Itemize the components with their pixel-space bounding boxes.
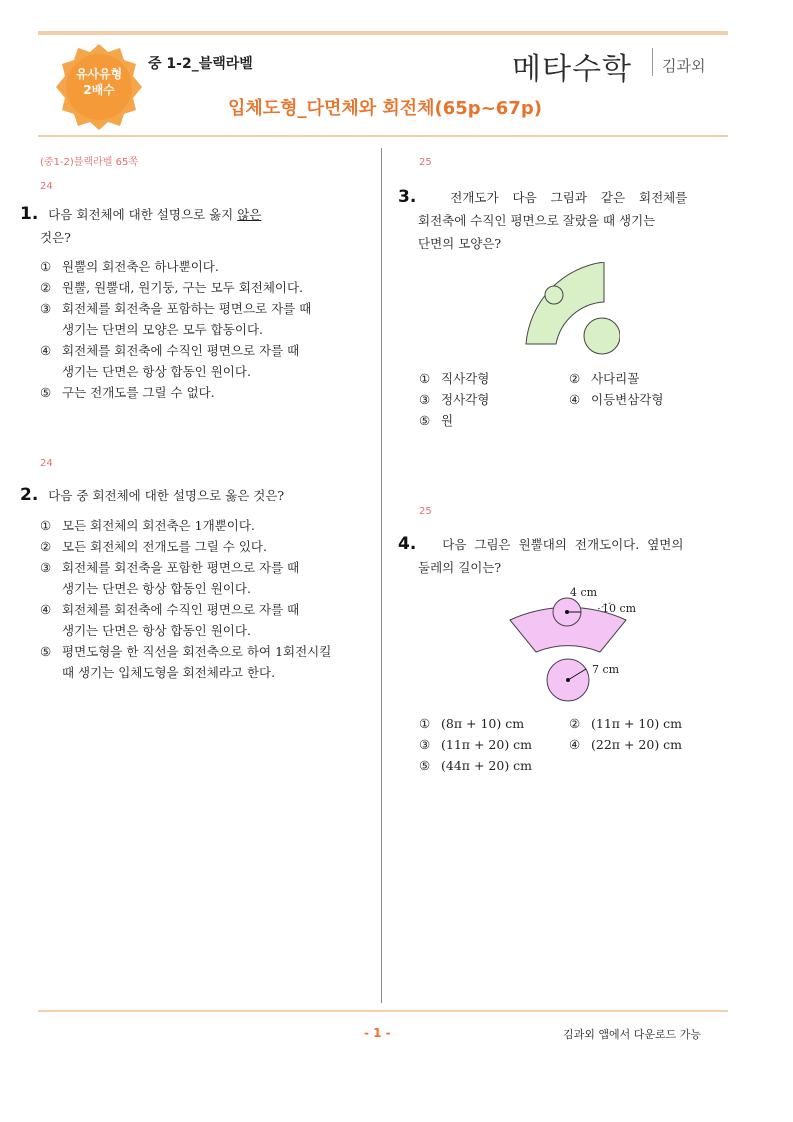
- q4-opt1-text: (8π + 10) cm: [441, 716, 525, 731]
- badge-label: [54, 66, 144, 98]
- q4-option-5[interactable]: [419, 755, 569, 776]
- q1-opt4-mark: ④: [40, 343, 52, 358]
- brand-sub-logo: 김과외: [662, 57, 706, 75]
- brand-logo: 메타수학: [512, 52, 632, 87]
- q2-opt1-mark: ①: [40, 518, 52, 533]
- q4-stem-line2: 둘레의 길이는?: [418, 560, 502, 575]
- question-1: [20, 203, 360, 249]
- q4-options: [419, 713, 719, 776]
- q4-opt2-text: (11π + 10) cm: [591, 716, 683, 731]
- q3-number: 3.: [398, 187, 417, 207]
- q1-option-1[interactable]: [40, 256, 360, 277]
- q1-options: [40, 256, 360, 403]
- q1-stem-a: 다음 회전체에 대한 설명으로 옳지: [48, 207, 238, 222]
- q1-opt1-mark: ①: [40, 259, 52, 274]
- q1-opt2-text: 원뿔, 원뿔대, 원기둥, 구는 모두 회전체이다.: [62, 280, 304, 295]
- q3-option-2[interactable]: [569, 368, 719, 389]
- q3-options: [419, 368, 719, 431]
- q4-label-slant: 10 cm: [602, 602, 637, 615]
- q2-opt2-mark: ②: [40, 539, 52, 554]
- q2-options: [40, 515, 370, 683]
- q2-opt3-cont: 생기는 단면은 항상 합동인 원이다.: [62, 581, 251, 596]
- q3-page-ref: 25: [419, 157, 432, 168]
- q3-opt5-mark: ⑤: [419, 413, 431, 428]
- q1-option-2[interactable]: [40, 277, 360, 298]
- q4-option-3[interactable]: [419, 734, 569, 755]
- column-divider: [381, 148, 382, 1003]
- q3-small-circle: [545, 286, 563, 304]
- q2-opt2-text: 모든 회전체의 전개도를 그릴 수 있다.: [62, 539, 267, 554]
- q4-opt4-mark: ④: [569, 737, 581, 752]
- source-label: (중1-2)블랙라벨 65쪽: [40, 157, 138, 168]
- q3-opt3-mark: ③: [419, 392, 431, 407]
- q2-option-2[interactable]: [40, 536, 370, 557]
- q1-number: 1.: [20, 204, 39, 224]
- q1-opt3-cont: 생기는 단면의 모양은 모두 합동이다.: [62, 322, 263, 337]
- q4-net-figure: [500, 584, 650, 706]
- q4-label-small-radius: 4 cm: [570, 586, 598, 599]
- course-label: 중 1-2_블랙라벨: [148, 56, 253, 72]
- q1-opt4-cont: 생기는 단면은 항상 합동인 원이다.: [62, 364, 251, 379]
- q3-option-1[interactable]: [419, 368, 569, 389]
- q3-stem-line2: 회전축에 수직인 평면으로 잘랐을 때 생기는: [418, 213, 656, 228]
- q2-option-3[interactable]: [40, 557, 370, 599]
- q2-opt3-text: 회전체를 회전축을 포함한 평면으로 자를 때: [62, 560, 300, 575]
- q1-opt2-mark: ②: [40, 280, 52, 295]
- question-2: [20, 484, 360, 507]
- q3-large-circle: [584, 318, 620, 354]
- q1-option-4[interactable]: [40, 340, 360, 382]
- q1-opt4-text: 회전체를 회전축에 수직인 평면으로 자를 때: [62, 343, 300, 358]
- q4-opt4-text: (22π + 20) cm: [591, 737, 683, 752]
- q4-number: 4.: [398, 534, 417, 554]
- title-rule: [38, 135, 728, 137]
- footer-note: 김과외 앱에서 다운로드 가능: [563, 1028, 702, 1041]
- q4-page-ref: 25: [419, 506, 432, 517]
- q2-opt1-text: 모든 회전체의 회전축은 1개뿐이다.: [62, 518, 255, 533]
- q4-opt1-mark: ①: [419, 716, 431, 731]
- q3-stem-line1: 전개도가 다음 그림과 같은 회전체를: [450, 190, 688, 205]
- q4-option-2[interactable]: [569, 713, 719, 734]
- q2-page-ref: 24: [40, 458, 53, 469]
- page-number: - 1 -: [364, 1026, 391, 1040]
- q3-option-4[interactable]: [569, 389, 719, 410]
- q3-opt4-mark: ④: [569, 392, 581, 407]
- q3-opt3-text: 정사각형: [441, 392, 490, 407]
- q1-option-3[interactable]: [40, 298, 360, 340]
- q3-option-5[interactable]: [419, 410, 569, 431]
- q3-option-3[interactable]: [419, 389, 569, 410]
- q2-number: 2.: [20, 485, 39, 505]
- q1-page-ref: 24: [40, 181, 53, 192]
- q3-opt1-mark: ①: [419, 371, 431, 386]
- q3-opt2-mark: ②: [569, 371, 581, 386]
- q4-option-4[interactable]: [569, 734, 719, 755]
- q1-opt3-mark: ③: [40, 301, 52, 316]
- q4-label-big-radius: 7 cm: [592, 663, 620, 676]
- q4-opt2-mark: ②: [569, 716, 581, 731]
- q1-stem-b: 것은?: [40, 230, 71, 245]
- question-4: [398, 533, 738, 579]
- q4-option-1[interactable]: [419, 713, 569, 734]
- q2-opt4-cont: 생기는 단면은 항상 합동인 원이다.: [62, 623, 251, 638]
- badge-line2: 2배수: [83, 83, 115, 97]
- q2-opt5-mark: ⑤: [40, 644, 52, 659]
- page-title: 입체도형_다면체와 회전체(65p~67p): [228, 98, 542, 119]
- q4-opt3-mark: ③: [419, 737, 431, 752]
- q4-opt5-mark: ⑤: [419, 758, 431, 773]
- badge-line1: 유사유형: [75, 67, 123, 81]
- q1-opt1-text: 원뿔의 회전축은 하나뿐이다.: [62, 259, 219, 274]
- brand-divider: [652, 48, 653, 76]
- q3-opt5-text: 원: [441, 413, 454, 428]
- q2-opt5-text: 평면도형을 한 직선을 회전축으로 하여 1회전시킬: [62, 644, 332, 659]
- q2-opt5-cont: 때 생기는 입체도형을 회전체라고 한다.: [62, 665, 276, 680]
- q1-opt5-text: 구는 전개도를 그릴 수 없다.: [62, 385, 215, 400]
- q2-option-4[interactable]: [40, 599, 370, 641]
- q1-stem-underlined: 않은: [237, 207, 262, 222]
- q2-opt4-text: 회전체를 회전축에 수직인 평면으로 자를 때: [62, 602, 300, 617]
- footer-rule: [38, 1010, 728, 1012]
- q3-net-figure: [516, 262, 620, 358]
- q3-stem-line3: 단면의 모양은?: [418, 236, 502, 251]
- q3-opt2-text: 사다리꼴: [591, 371, 640, 386]
- q2-option-1[interactable]: [40, 515, 370, 536]
- q4-opt3-text: (11π + 20) cm: [441, 737, 533, 752]
- q2-stem: 다음 중 회전체에 대한 설명으로 옳은 것은?: [48, 488, 285, 503]
- q3-opt4-text: 이등변삼각형: [591, 392, 664, 407]
- q1-opt5-mark: ⑤: [40, 385, 52, 400]
- q1-opt3-text: 회전체를 회전축을 포함하는 평면으로 자를 때: [62, 301, 312, 316]
- top-rule: [38, 31, 728, 35]
- q3-opt1-text: 직사각형: [441, 371, 490, 386]
- question-3: [398, 186, 728, 255]
- q1-option-5[interactable]: [40, 382, 360, 403]
- q2-option-5[interactable]: [40, 641, 370, 683]
- q4-stem-line1: 다음 그림은 원뿔대의 전개도이다. 옆면의: [442, 537, 684, 552]
- q4-opt5-text: (44π + 20) cm: [441, 758, 533, 773]
- q2-opt4-mark: ④: [40, 602, 52, 617]
- q2-opt3-mark: ③: [40, 560, 52, 575]
